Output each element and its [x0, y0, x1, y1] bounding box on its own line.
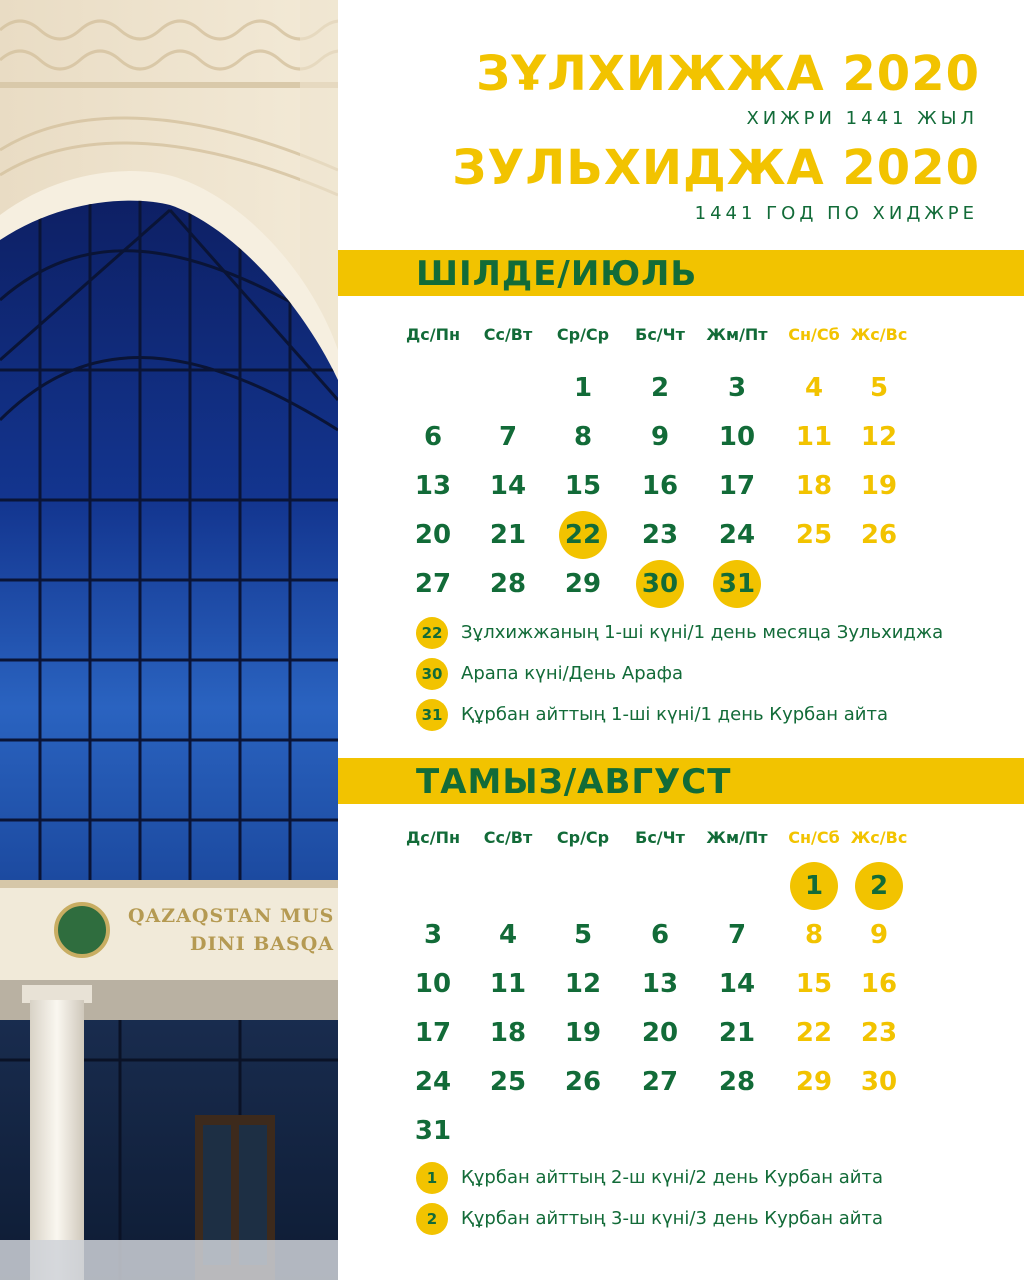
- legend-text: Құрбан айттың 2-ш күні/2 день Курбан айта: [461, 1167, 884, 1188]
- weekday-header: Бс/Чт: [635, 828, 685, 847]
- calendar-day: 5: [869, 373, 889, 403]
- calendar-day: 29: [564, 569, 602, 599]
- calendar-day: 20: [414, 520, 452, 550]
- month-header-august: [338, 758, 1024, 804]
- calendar-day: 24: [414, 1067, 452, 1097]
- calendar-day: 23: [860, 1018, 898, 1048]
- calendar-day: 27: [641, 1067, 679, 1097]
- legend-day-badge: 22: [416, 617, 448, 649]
- calendar-day: 27: [414, 569, 452, 599]
- calendar-day: 1: [790, 862, 838, 910]
- calendar-day: 16: [641, 471, 679, 501]
- month-name: ШІЛДЕ/ИЮЛЬ: [416, 254, 698, 294]
- calendar-day: 4: [498, 920, 518, 950]
- calendar-day: 6: [650, 920, 670, 950]
- calendar-day: 17: [414, 1018, 452, 1048]
- subtitle-russian: 1441 ГОД ПО ХИДЖРЕ: [694, 203, 978, 224]
- calendar-day: 30: [860, 1067, 898, 1097]
- calendar-day: 29: [795, 1067, 833, 1097]
- calendar-day: 31: [713, 560, 761, 608]
- calendar-day: 10: [718, 422, 756, 452]
- calendar-day: 12: [564, 969, 602, 999]
- mosque-photo: [0, 0, 338, 1280]
- calendar-day: 10: [414, 969, 452, 999]
- calendar-day: 20: [641, 1018, 679, 1048]
- calendar-day: 8: [804, 920, 824, 950]
- weekday-header: Сн/Сб: [788, 828, 840, 847]
- weekday-header: Жм/Пт: [706, 828, 768, 847]
- legend-day-badge: 30: [416, 658, 448, 690]
- calendar-day: 28: [489, 569, 527, 599]
- weekday-header: Сн/Сб: [788, 325, 840, 344]
- calendar-day: 1: [573, 373, 593, 403]
- calendar-day: 7: [498, 422, 518, 452]
- weekday-header: Ср/Ср: [556, 828, 610, 847]
- calendar-day: 11: [795, 422, 833, 452]
- calendar-day: 6: [423, 422, 443, 452]
- calendar-day: 16: [860, 969, 898, 999]
- legend-text: Құрбан айттың 3-ш күні/3 день Курбан айта: [461, 1208, 884, 1229]
- calendar-day: 22: [795, 1018, 833, 1048]
- calendar-day: 22: [559, 511, 607, 559]
- calendar-day: 9: [650, 422, 670, 452]
- calendar-day: 13: [414, 471, 452, 501]
- weekday-header: Сс/Вт: [483, 828, 533, 847]
- calendar-day: 31: [414, 1116, 452, 1146]
- sign-line-2: DINI BASQA: [190, 933, 335, 955]
- calendar-day: 23: [641, 520, 679, 550]
- calendar-day: 21: [489, 520, 527, 550]
- calendar-day: 21: [718, 1018, 756, 1048]
- weekday-header: Жс/Вс: [850, 828, 908, 847]
- calendar-day: 2: [650, 373, 670, 403]
- weekday-header: Сс/Вт: [483, 325, 533, 344]
- calendar-day: 3: [423, 920, 443, 950]
- weekday-header: Дс/Пн: [405, 828, 461, 847]
- month-name: ТАМЫЗ/АВГУСТ: [416, 762, 732, 802]
- calendar-day: 26: [860, 520, 898, 550]
- calendar-day: 19: [860, 471, 898, 501]
- sign-line-1: QAZAQSTAN MUS: [128, 905, 335, 927]
- calendar-day: 5: [573, 920, 593, 950]
- weekday-header: Жм/Пт: [706, 325, 768, 344]
- weekday-header: Жс/Вс: [850, 325, 908, 344]
- legend-text: Зұлхижжаның 1-ші күні/1 день месяца Зульхиджа: [461, 622, 944, 643]
- calendar-day: 3: [727, 373, 747, 403]
- legend-day-badge: 2: [416, 1203, 448, 1235]
- calendar-day: 30: [636, 560, 684, 608]
- title-kazakh: ЗҰЛХИЖЖА 2020: [476, 46, 980, 102]
- calendar-day: 2: [855, 862, 903, 910]
- month-header-july: [338, 250, 1024, 296]
- calendar-day: 11: [489, 969, 527, 999]
- calendar-day: 8: [573, 422, 593, 452]
- calendar-day: 4: [804, 373, 824, 403]
- weekday-header: Ср/Ср: [556, 325, 610, 344]
- weekday-header: Бс/Чт: [635, 325, 685, 344]
- calendar-day: 18: [795, 471, 833, 501]
- legend-day-badge: 1: [416, 1162, 448, 1194]
- calendar-day: 12: [860, 422, 898, 452]
- weekday-header: Дс/Пн: [405, 325, 461, 344]
- calendar-day: 19: [564, 1018, 602, 1048]
- calendar-day: 25: [795, 520, 833, 550]
- calendar-day: 18: [489, 1018, 527, 1048]
- calendar-day: 17: [718, 471, 756, 501]
- calendar-day: 15: [564, 471, 602, 501]
- legend-day-badge: 31: [416, 699, 448, 731]
- calendar-day: 28: [718, 1067, 756, 1097]
- subtitle-kazakh: ХИЖРИ 1441 ЖЫЛ: [746, 108, 978, 129]
- calendar-day: 9: [869, 920, 889, 950]
- legend-text: Арапа күні/День Арафа: [461, 663, 684, 684]
- calendar-day: 25: [489, 1067, 527, 1097]
- calendar-day: 14: [718, 969, 756, 999]
- calendar-panel: [338, 0, 1024, 1280]
- calendar-day: 7: [727, 920, 747, 950]
- calendar-day: 26: [564, 1067, 602, 1097]
- calendar-day: 15: [795, 969, 833, 999]
- title-russian: ЗУЛЬХИДЖА 2020: [452, 140, 980, 196]
- legend-text: Құрбан айттың 1-ші күні/1 день Курбан айта: [461, 704, 889, 725]
- calendar-day: 14: [489, 471, 527, 501]
- calendar-day: 24: [718, 520, 756, 550]
- calendar-day: 13: [641, 969, 679, 999]
